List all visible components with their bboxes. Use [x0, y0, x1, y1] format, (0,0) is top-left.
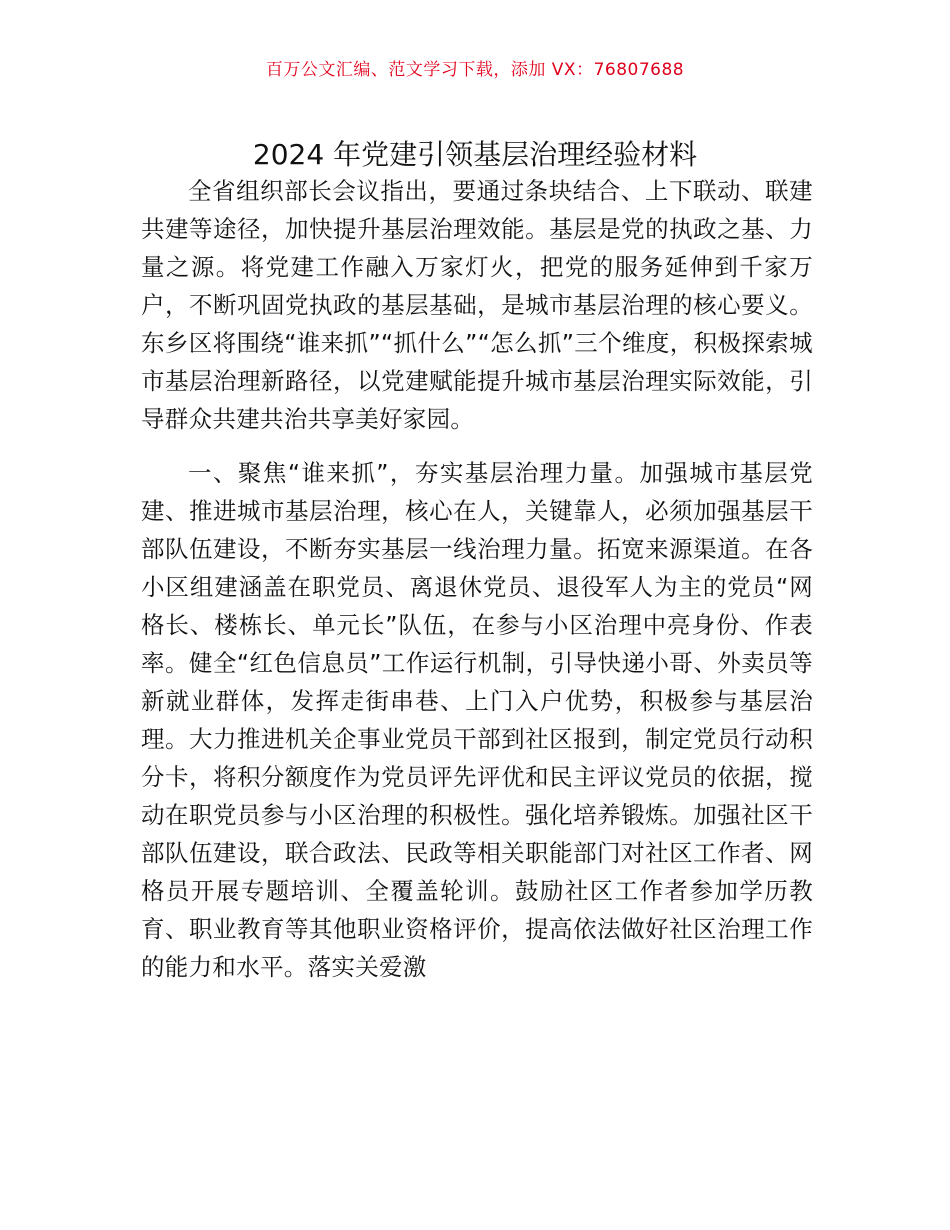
header-note: 百万公文汇编、范文学习下载，添加 VX：76807688: [265, 60, 685, 80]
paragraph-intro: 全省组织部长会议指出，要通过条块结合、上下联动、联建共建等途径，加快提升基层治理效能。基层是党的执政之基、力量之源。将党建工作融入万家灯火，把党的服务延伸到千家万户，不断巩固党执政的基层基础，是城市基层治理的核心要义。东乡区将围绕“谁来抓”“抓什么”“怎么抓”三个维度，积极探索城市基层治理新路径，以党建赋能提升城市基层治理实际效能，引导群众共建共治共享美好家园。: [141, 177, 813, 433]
document-title: 2024 年党建引领基层治理经验材料: [252, 137, 698, 171]
paragraph-section-one: 一、聚焦“谁来抓”，夯实基层治理力量。加强城市基层党建、推进城市基层治理，核心在人，关键靠人，必须加强基层干部队伍建设，不断夯实基层一线治理力量。拓宽来源渠道。在各小区组建涵盖在职党员、离退休党员、退役军人为主的党员“网格长、楼栋长、单元长”队伍，在参与小区治理中亮身份、作表率。健全“红色信息员”工作运行机制，引导快递小哥、外卖员等新就业群体，发挥走街串巷、上门入户优势，积极参与基层治理。大力推进机关企事业党员干部到社区报到，制定党员行动积分卡，将积分额度作为党员评先评优和民主评议党员的依据，搅动在职党员参与小区治理的积极性。强化培养锻炼。加强社区干部队伍建设，联合政法、民政等相关职能部门对社区工作者、网格员开展专题培训、全覆盖轮训。鼓励社区工作者参加学历教育、职业教育等其他职业资格评价，提高依法做好社区治理工作的能力和水平。落实关爱激: [141, 459, 813, 981]
document-body: [141, 172, 813, 986]
